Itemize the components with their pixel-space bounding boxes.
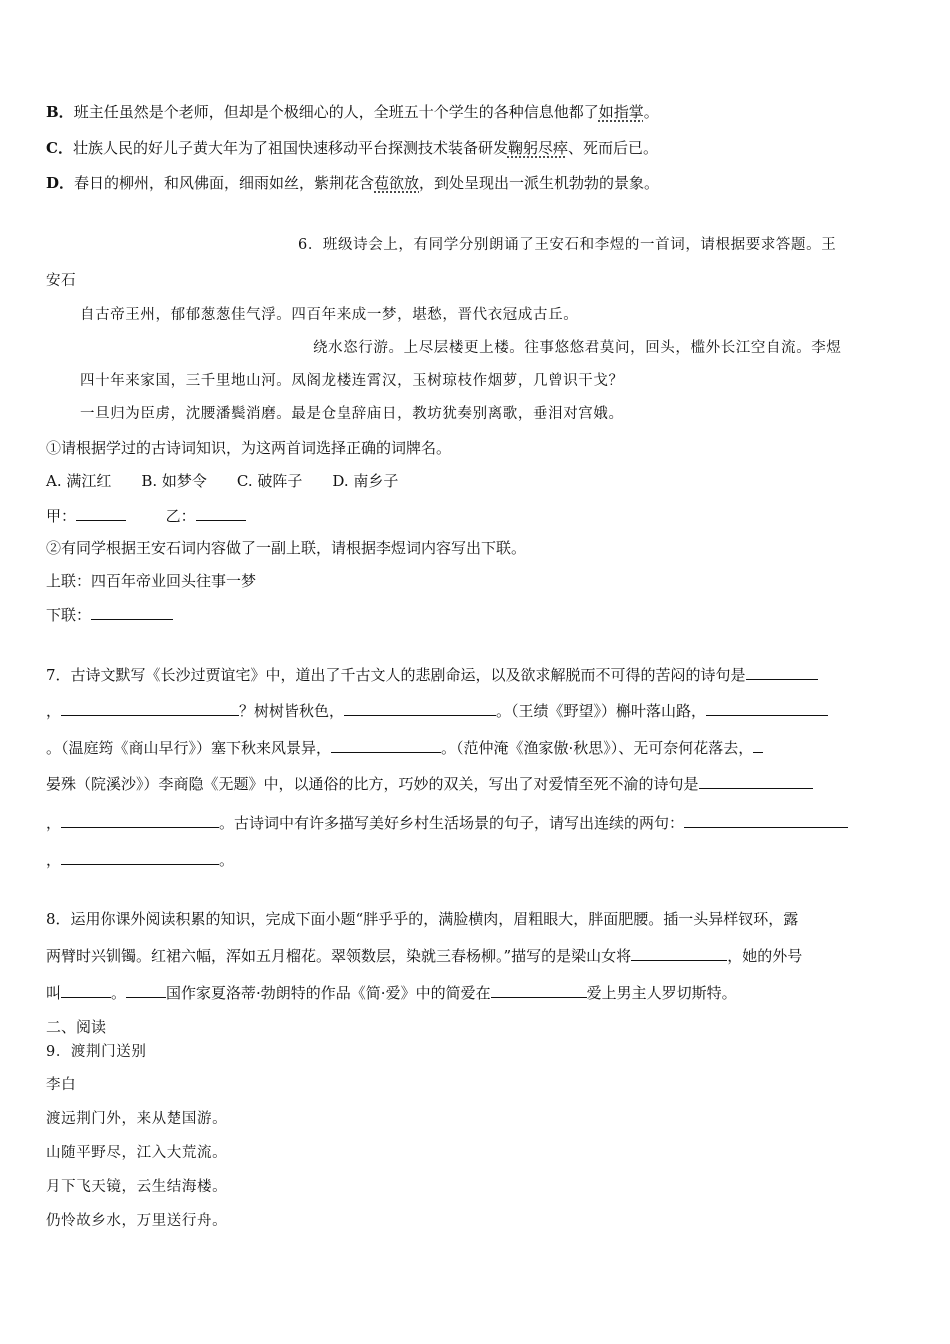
q7-line3 bbox=[46, 737, 763, 759]
option-c-dotted: 鞠躬尽瘁 bbox=[507, 139, 568, 157]
q7-blank-7[interactable] bbox=[699, 774, 813, 789]
yi-label: 乙： bbox=[165, 507, 196, 525]
q7-blank-6[interactable] bbox=[753, 738, 763, 753]
q6-poem2-line1: 四十年来家国，三千里地山河。凤阁龙楼连霄汉，玉树琼枝作烟萝，几曾识干戈？ bbox=[80, 373, 624, 389]
xialian-blank[interactable] bbox=[91, 605, 173, 620]
section-reading-heading: 二、阅读 bbox=[46, 1018, 107, 1036]
jia-blank[interactable] bbox=[76, 506, 126, 521]
q7-l5a: ， bbox=[46, 814, 62, 832]
q7-l2c: 。（王绩《野望》）槲叶落山路， bbox=[496, 702, 707, 720]
option-c-end: 、死而后已。 bbox=[567, 139, 658, 157]
option-b-text: 班主任虽然是个老师，但却是个极细心的人，全班五十个学生的各种信息他都了 bbox=[73, 103, 599, 121]
option-b-dotted: 如指掌 bbox=[598, 103, 644, 121]
q7-l3a: 。（温庭筠《商山早行》）塞下秋来风景异， bbox=[46, 739, 332, 757]
q7-l2a: ， bbox=[46, 702, 62, 720]
q8-l3d: 爱上男主人罗切斯特。 bbox=[586, 984, 737, 1002]
q6-poem1-line2: 绕水恣行游。上尽层楼更上楼。往事悠悠君莫问，回头，槛外长江空自流。李煜 bbox=[313, 340, 842, 356]
q7-blank-2[interactable] bbox=[61, 701, 239, 716]
q6-sub1: ①请根据学过的古诗词知识，为这两首词选择正确的词牌名。 bbox=[46, 439, 452, 457]
q7-blank-3[interactable] bbox=[344, 701, 496, 716]
q7-line2 bbox=[46, 700, 828, 722]
q8-l3a: 叫 bbox=[46, 984, 62, 1002]
q6-poem1-line1: 自古帝王州，郁郁葱葱佳气浮。四百年来成一梦，堪愁，晋代衣冠成古丘。 bbox=[80, 307, 579, 323]
xialian-label: 下联： bbox=[46, 606, 92, 624]
q8-l3b: 。 bbox=[111, 984, 127, 1002]
q7-blank-8[interactable] bbox=[61, 813, 219, 828]
q7-line1 bbox=[46, 664, 818, 686]
q7-l1-text: 7．古诗文默写《长沙过贾谊宅》中，道出了千古文人的悲剧命运，以及欲求解脱而不可得的苦闷的诗句是 bbox=[46, 666, 746, 684]
option-b-label: B． bbox=[46, 103, 74, 121]
q6-xialian bbox=[46, 604, 173, 626]
q6-shanglian: 上联：四百年帝业回头往事一梦 bbox=[46, 572, 257, 590]
option-c-label: C． bbox=[46, 139, 73, 157]
option-d-dotted: 苞欲放 bbox=[374, 174, 420, 192]
q9-poem-line: 仍怜故乡水，万里送行舟。 bbox=[46, 1213, 228, 1229]
q7-blank-10[interactable] bbox=[61, 850, 219, 865]
q9-author: 李白 bbox=[46, 1077, 77, 1093]
q7-blank-9[interactable] bbox=[684, 813, 848, 828]
q7-l6b: 。 bbox=[219, 851, 235, 869]
q9-poem-line: 月下飞天镜，云生结海楼。 bbox=[46, 1179, 228, 1195]
option-d-text: 春日的柳州，和风佛面，细雨如丝，紫荆花含 bbox=[74, 174, 375, 192]
q6-sub2: ②有同学根据王安石词内容做了一副上联，请根据李煜词内容写出下联。 bbox=[46, 539, 527, 557]
q7-line6 bbox=[46, 849, 234, 871]
q7-blank-4[interactable] bbox=[706, 701, 828, 716]
option-b-end: 。 bbox=[643, 103, 659, 121]
q7-l5b: 。古诗词中有许多描写美好乡村生活场景的句子，请写出连续的两句： bbox=[219, 814, 685, 832]
q6-intro: 6．班级诗会上，有同学分别朗诵了王安石和李煜的一首词，请根据要求答题。王 bbox=[298, 237, 837, 253]
q7-line4 bbox=[46, 773, 813, 795]
option-d-end: ，到处呈现出一派生机勃勃的景象。 bbox=[419, 174, 660, 192]
q8-line1: 8．运用你课外阅读积累的知识，完成下面小题“胖乎乎的，满脸横肉，眉粗眼大，胖面肥腰。插一头异样钗环，露 bbox=[46, 910, 799, 928]
q8-blank-4[interactable] bbox=[491, 983, 587, 998]
q8-line2 bbox=[46, 945, 802, 967]
jia-label: 甲： bbox=[46, 507, 77, 525]
q7-blank-5[interactable] bbox=[331, 738, 441, 753]
q7-blank-1[interactable] bbox=[746, 665, 818, 680]
q8-l3c: 国作家夏洛蒂·勃朗特的作品《简·爱》中的简爱在 bbox=[166, 984, 491, 1002]
option-c bbox=[46, 137, 658, 159]
q6-choices: A. 满江红 B. 如梦令 C. 破阵子 D. 南乡子 bbox=[46, 472, 399, 490]
option-d bbox=[46, 172, 659, 194]
q6-intro-cont: 安石 bbox=[46, 273, 77, 289]
option-b bbox=[46, 101, 659, 123]
q7-line5 bbox=[46, 812, 848, 834]
q9-poem-line: 山随平野尽，江入大荒流。 bbox=[46, 1145, 228, 1161]
q8-blank-1[interactable] bbox=[631, 946, 727, 961]
q9-title: 9．渡荆门送别 bbox=[46, 1044, 147, 1060]
q9-poem-line: 渡远荆门外，来从楚国游。 bbox=[46, 1111, 228, 1127]
option-d-label: D． bbox=[46, 174, 75, 192]
q8-l2b: ，她的外号 bbox=[727, 947, 803, 965]
q7-l2b: ？树树皆秋色， bbox=[239, 702, 345, 720]
q7-l6a: ， bbox=[46, 851, 62, 869]
q6-poem2-line2: 一旦归为臣虏，沈腰潘鬓消磨。最是仓皇辞庙日，教坊犹奏别离歌，垂泪对宫娥。 bbox=[80, 406, 624, 422]
q6-answer-row bbox=[46, 505, 246, 527]
q8-blank-3[interactable] bbox=[126, 983, 166, 998]
q7-l4: 晏殊（院溪沙》）李商隐《无题》中，以通俗的比方，巧妙的双关，写出了对爱情至死不渝的诗句是 bbox=[46, 775, 699, 793]
q8-blank-2[interactable] bbox=[61, 983, 111, 998]
q8-l2a: 两臂时兴钏镯。红裙六幅，浑如五月榴花。翠领数层，染就三春杨柳。”描写的是梁山女将 bbox=[46, 947, 632, 965]
option-c-text: 壮族人民的好儿子黄大年为了祖国快速移动平台探测技术装备研发 bbox=[72, 139, 508, 157]
q7-l3b: 。（范仲淹《渔家傲·秋思》）、无可奈何花落去， bbox=[441, 739, 754, 757]
q8-line3 bbox=[46, 982, 737, 1004]
yi-blank[interactable] bbox=[196, 506, 246, 521]
